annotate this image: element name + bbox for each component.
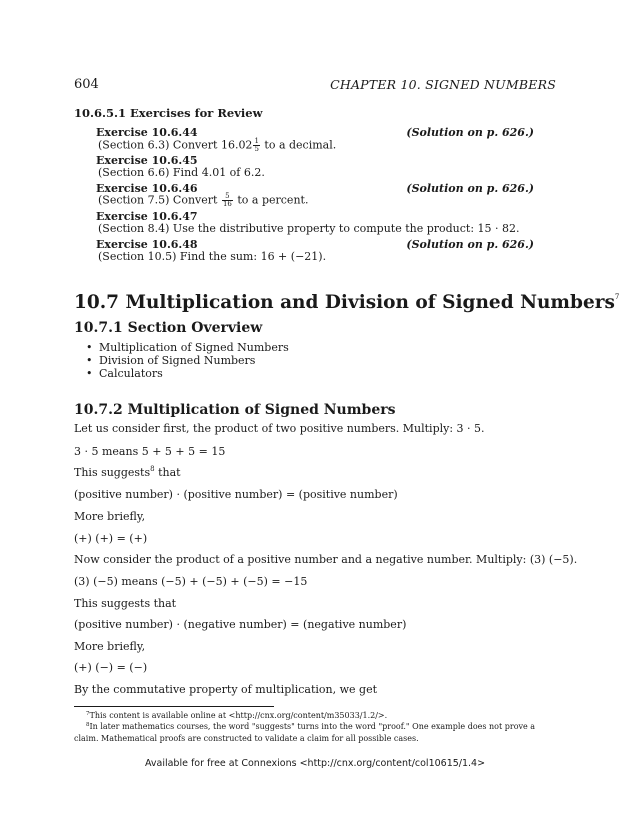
overview-heading: 10.7.1 Section Overview [74, 320, 263, 336]
body-text: (+) (+) = (+) [74, 532, 148, 545]
list-item: • Division of Signed Numbers [86, 354, 256, 367]
fraction: $\frac{5}{16}$ [222, 192, 232, 208]
footnote: $^7$This content is available online at <http://cnx.org/content/m35033/1.2/>. [86, 711, 388, 720]
exercise-text: (Section 6.3) Convert 16.02 $\frac{1}{5}$ to a decimal. [98, 137, 337, 153]
page-footer: Available for free at Connexions <http://cnx.org/content/col10615/1.4> [144, 758, 486, 769]
body-text: Let us consider first, the product of two positive numbers. Multiply: 3 · 5. [74, 422, 485, 435]
body-text: This suggests that [74, 597, 177, 610]
body-text: By the commutative property of multiplication, we get [74, 683, 378, 696]
footnote-marker[interactable]: 8 [150, 465, 155, 473]
footnote-divider [74, 706, 274, 707]
footnote: $^8$In later mathematics courses, the word "suggests" turns into the word "proof." One example does not prove a claim. Mathematical proofs are constructed to validate a claim for all possible cases. [74, 722, 536, 743]
body-text: More briefly, [74, 640, 146, 653]
page-number: 604 [74, 77, 99, 92]
body-text: Now consider the product of a positive number and a negative number. Multiply: (3) (−5). [74, 553, 578, 566]
exercise-text: (Section 7.5) Convert $\frac{5}{16}$ to a percent. [98, 192, 309, 208]
exercise-title: Exercise 10.6.46 [96, 182, 198, 195]
body-text: More briefly, [74, 510, 146, 523]
section-title: 10.7 Multiplication and Division of Signed Numbers$^7$ [74, 292, 620, 313]
body-text: This suggests$^8$ that [74, 465, 181, 479]
body-text: (positive number) · (positive number) = (positive number) [74, 488, 398, 501]
solution-link[interactable]: (Solution on p. 626.) [406, 182, 534, 195]
fraction: $\frac{1}{5}$ [254, 137, 259, 153]
list-item: • Multiplication of Signed Numbers [86, 341, 289, 354]
exercise-title: Exercise 10.6.47 [96, 210, 198, 223]
solution-link[interactable]: (Solution on p. 626.) [406, 238, 534, 251]
list-item: • Calculators [86, 367, 163, 380]
exercise-text: (Section 8.4) Use the distributive property to compute the product: 15 · 82. [98, 222, 520, 235]
exercise-text: (Section 6.6) Find 4.01 of 6.2. [98, 166, 265, 179]
exercise-title: Exercise 10.6.48 [96, 238, 198, 251]
multiplication-heading: 10.7.2 Multiplication of Signed Numbers [74, 402, 396, 418]
body-text: 3 · 5 means 5 + 5 + 5 = 15 [74, 445, 226, 458]
exercise-text: (Section 10.5) Find the sum: 16 + (−21). [98, 250, 327, 263]
body-text: (positive number) · (negative number) = (negative number) [74, 618, 407, 631]
chapter-title: CHAPTER 10. SIGNED NUMBERS [330, 77, 556, 92]
review-heading: 10.6.5.1 Exercises for Review [74, 106, 263, 120]
exercise-title: Exercise 10.6.45 [96, 154, 198, 167]
body-text: (3) (−5) means (−5) + (−5) + (−5) = −15 [74, 575, 308, 588]
solution-link[interactable]: (Solution on p. 626.) [406, 126, 534, 139]
exercise-title: Exercise 10.6.44 [96, 126, 198, 139]
footnote-marker[interactable]: 7 [614, 293, 620, 301]
body-text: (+) (−) = (−) [74, 661, 148, 674]
